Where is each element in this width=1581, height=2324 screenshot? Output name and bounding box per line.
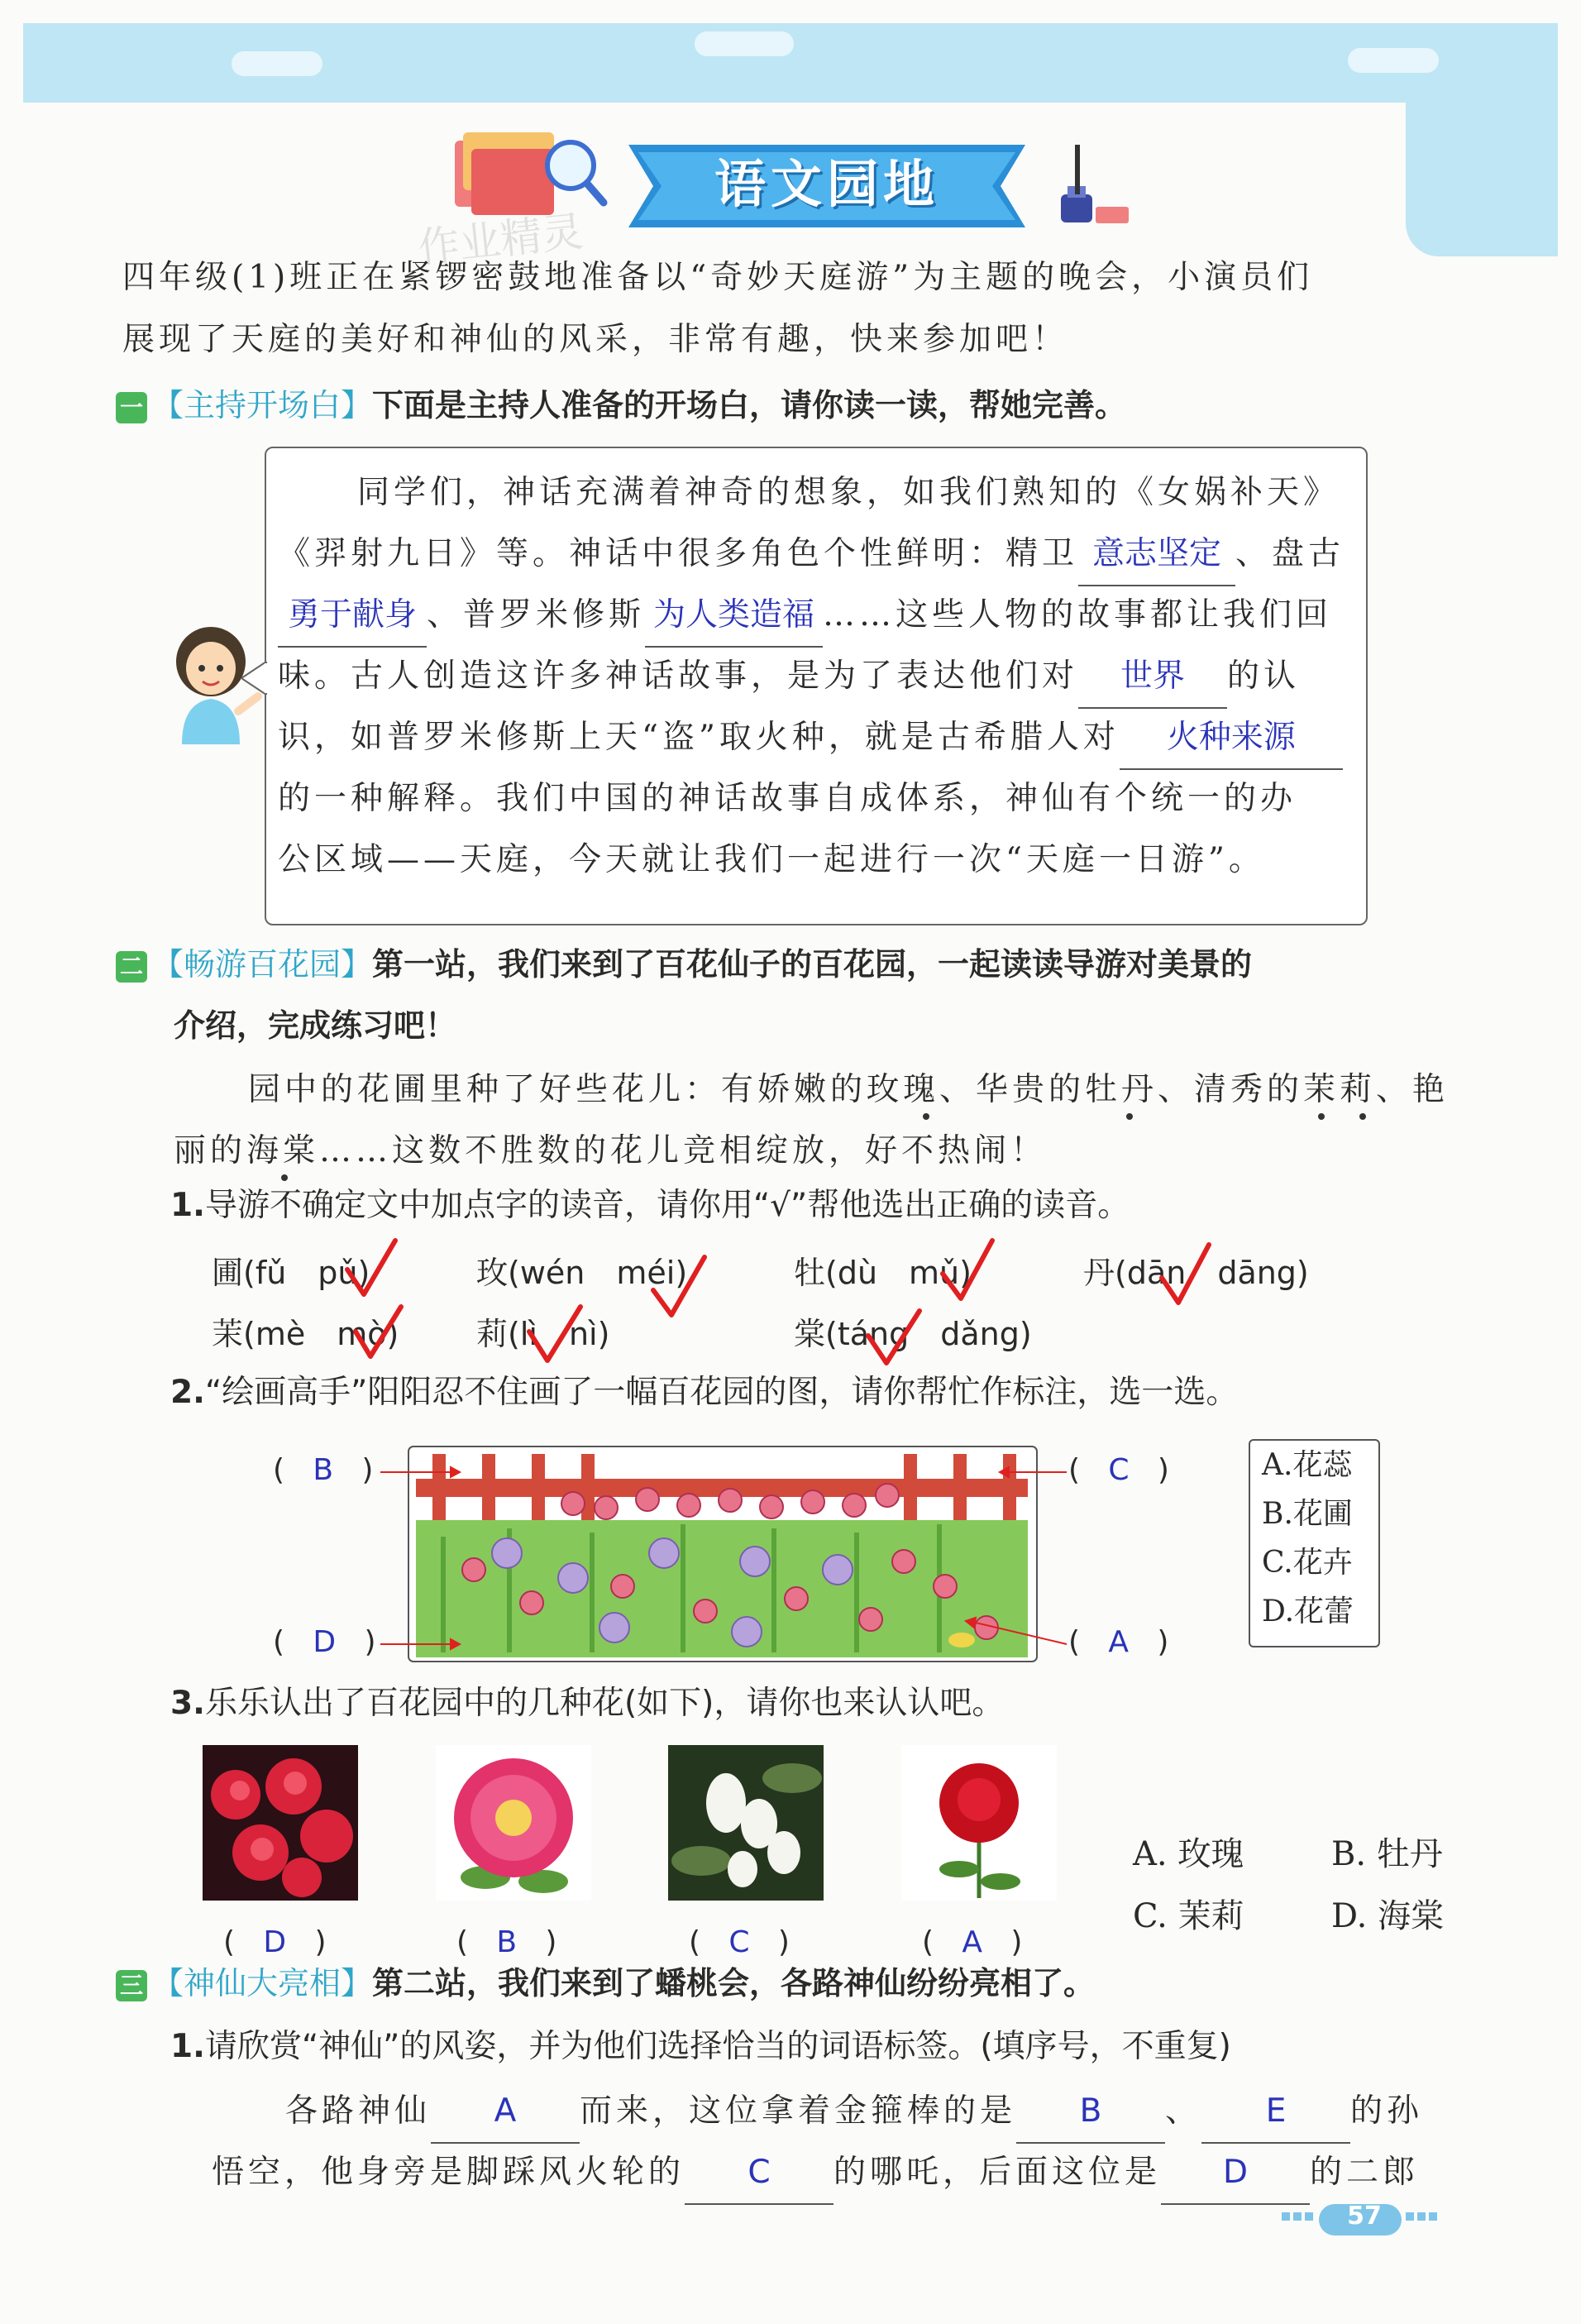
- fill-line-1: [285, 2080, 1423, 2144]
- pinyin-choice[interactable]: 牡(dù mǔ): [794, 1255, 972, 1291]
- page-number: 57: [1347, 2202, 1382, 2231]
- q2-2-number: 2.: [170, 1374, 205, 1411]
- label-bracket-bottom-left: ( D ): [273, 1625, 376, 1659]
- section2-number: 二: [116, 951, 147, 983]
- ink-bottle-icon: [1046, 136, 1137, 227]
- flower-garden-illustration: [408, 1446, 1038, 1662]
- label-answer: B: [313, 1453, 334, 1487]
- intro-line-2: 展现了天庭的美好和神仙的风采，非常有趣，快来参加吧！: [122, 321, 1069, 358]
- photo-answer-bracket: ( A ): [922, 1925, 1023, 1959]
- fill-line-2: [212, 2141, 1419, 2205]
- speech-text: 、盘古: [1235, 535, 1345, 572]
- photo-mudan: [436, 1745, 591, 1901]
- answer-blank: 世界: [1078, 645, 1227, 709]
- pinyin-choice[interactable]: 丹(dān dāng): [1083, 1255, 1309, 1291]
- answer-blank: C: [685, 2141, 833, 2205]
- pinyin-choice[interactable]: 玫(wén méi): [476, 1255, 688, 1291]
- speech-text: 、普罗米修斯: [427, 596, 646, 634]
- photo-answer: D: [263, 1925, 287, 1959]
- label-answer: C: [1108, 1453, 1130, 1487]
- section2-tag: 【畅游百花园】: [152, 946, 373, 983]
- option-item: C.花卉: [1262, 1546, 1353, 1580]
- flower-option: B. 牡丹: [1331, 1835, 1443, 1873]
- passage-line-1: 园中的花圃里种了好些花儿：有娇嫩的玫瑰、华贵的牡丹、清秀的茉莉、艳: [248, 1071, 1450, 1108]
- speech-text: 味。古人创造这许多神话故事，是为了表达他们对: [278, 658, 1079, 695]
- label-answer: A: [1108, 1625, 1130, 1659]
- answer-blank: B: [1016, 2080, 1165, 2144]
- speech-pointer: [241, 662, 268, 695]
- section1-heading: [116, 380, 1126, 430]
- header-banner-side: [1406, 50, 1558, 256]
- speech-text: ……这些人物的故事都让我们回: [823, 596, 1333, 634]
- cloud-decoration: [1348, 48, 1439, 73]
- section2-title-2: 介绍，完成练习吧！: [174, 1007, 457, 1044]
- q2-2: [170, 1368, 1238, 1418]
- photo-answer-bracket: ( B ): [456, 1925, 557, 1959]
- fill-text: 的哪吒，后面这位是: [833, 2154, 1162, 2191]
- section1-tag: 【主持开场白】: [152, 387, 373, 423]
- q2-2-text: “绘画高手”阳阳忍不住画了一幅百花园的图，请你帮忙作标注，选一选。: [204, 1374, 1239, 1411]
- answer-blank: 意志坚定: [1078, 523, 1235, 586]
- answer-blank: 火种来源: [1120, 706, 1343, 770]
- speech-line-7: 公区域——天庭，今天就让我们一起进行一次“天庭一日游”。: [278, 841, 1265, 878]
- option-item: A.花蕊: [1262, 1448, 1353, 1482]
- pinyin-choice[interactable]: 棠(táng dǎng): [794, 1316, 1032, 1352]
- speech-text: 识，如普罗米修斯上天“盗”取火种，就是古希腊人对: [278, 719, 1120, 756]
- watermark: 作业精灵: [415, 207, 585, 273]
- label-bracket-top-right: ( C ): [1068, 1453, 1169, 1487]
- answer-blank: 勇于献身: [278, 584, 427, 648]
- pinyin-choice[interactable]: 圃(fǔ pǔ): [212, 1255, 370, 1291]
- speech-line-6: 的一种解释。我们中国的神话故事自成体系，神仙有个统一的办: [278, 780, 1297, 817]
- cloud-decoration: [232, 51, 322, 76]
- q3-1: [170, 2022, 1231, 2072]
- photo-moli: [668, 1745, 824, 1901]
- cloud-decoration: [695, 31, 794, 56]
- photo-answer-bracket: ( D ): [223, 1925, 327, 1959]
- answer-blank: 为人类造福: [645, 584, 823, 648]
- label-answer: D: [313, 1625, 337, 1659]
- pinyin-choice[interactable]: 茉(mè mò): [212, 1316, 399, 1352]
- answer-blank: D: [1161, 2141, 1310, 2205]
- speech-text: 的认: [1227, 658, 1301, 695]
- photo-meigui: [901, 1745, 1057, 1901]
- pinyin-choice[interactable]: 莉(lì nì): [476, 1316, 610, 1352]
- q2-2-options-box: [1249, 1439, 1380, 1647]
- answer-blank: E: [1201, 2080, 1350, 2144]
- photo-haitang: [203, 1745, 358, 1901]
- intro-line-1: 四年级(1)班正在紧锣密鼓地准备以“奇妙天庭游”为主题的晚会，小演员们: [122, 259, 1314, 296]
- section1-title: 下面是主持人准备的开场白，请你读一读，帮她完善。: [372, 387, 1127, 423]
- q3-1-text: 请欣赏“神仙”的风姿，并为他们选择恰当的词语标签。(填序号，不重复): [204, 2028, 1231, 2065]
- photo-answer-bracket: ( C ): [689, 1925, 790, 1959]
- q2-3: [170, 1679, 1004, 1729]
- section3-heading: [116, 1958, 1095, 2008]
- speech-line-3: [278, 584, 1332, 648]
- label-bracket-bottom-right: ( A ): [1068, 1625, 1169, 1659]
- speech-text: 《羿射九日》等。神话中很多角色个性鲜明：精卫: [278, 535, 1079, 572]
- photo-answer: B: [496, 1925, 518, 1959]
- q2-1-text: 导游不确定文中加点字的读音，请你用“√”帮他选出正确的读音。: [204, 1187, 1130, 1224]
- q3-1-number: 1.: [170, 2028, 205, 2065]
- section1-number: 一: [116, 392, 147, 423]
- flower-options: [1133, 1824, 1444, 1948]
- option-item: B.花圃: [1262, 1497, 1353, 1531]
- q2-3-number: 3.: [170, 1685, 205, 1722]
- flower-option: A. 玫瑰: [1133, 1835, 1244, 1873]
- section2-title-1: 第一站，我们来到了百花仙子的百花园，一起读读导游对美景的: [372, 946, 1253, 983]
- label-bracket-top-left: ( B ): [273, 1453, 374, 1487]
- q2-1-number: 1.: [170, 1187, 205, 1224]
- answer-blank: A: [431, 2080, 580, 2144]
- section3-number: 三: [116, 1970, 147, 2001]
- fill-text: 、: [1165, 2092, 1202, 2130]
- flower-option: C. 茉莉: [1133, 1897, 1244, 1935]
- photo-answer: A: [962, 1925, 983, 1959]
- speech-line-2: [278, 523, 1345, 586]
- section3-title: 第二站，我们来到了蟠桃会，各路神仙纷纷亮相了。: [372, 1965, 1096, 2001]
- speech-line-4: [278, 645, 1300, 709]
- section3-tag: 【神仙大亮相】: [152, 1965, 373, 2001]
- q2-3-text: 乐乐认出了百花园中的几种花(如下)，请你也来认认吧。: [204, 1685, 1005, 1722]
- q2-1: [170, 1181, 1130, 1231]
- fill-text: 的孙: [1350, 2092, 1424, 2130]
- flower-option: D. 海棠: [1331, 1897, 1445, 1935]
- fill-text: 悟空，他身旁是脚踩风火轮的: [212, 2154, 685, 2191]
- fill-text: 的二郎: [1310, 2154, 1420, 2191]
- speech-line-5: [278, 706, 1343, 770]
- page-title: 语文园地: [714, 154, 939, 214]
- section2-heading: [116, 940, 1252, 989]
- fill-text: 各路神仙: [285, 2092, 432, 2130]
- passage-line-2: 丽的海棠……这数不胜数的花儿竞相绽放，好不热闹！: [174, 1132, 1048, 1169]
- speech-line-1: 同学们，神话充满着神奇的想象，如我们熟知的《女娲补天》: [357, 474, 1340, 511]
- option-item: D.花蕾: [1262, 1595, 1354, 1628]
- fill-text: 而来，这位拿着金箍棒的是: [580, 2092, 1017, 2130]
- photo-answer: C: [728, 1925, 750, 1959]
